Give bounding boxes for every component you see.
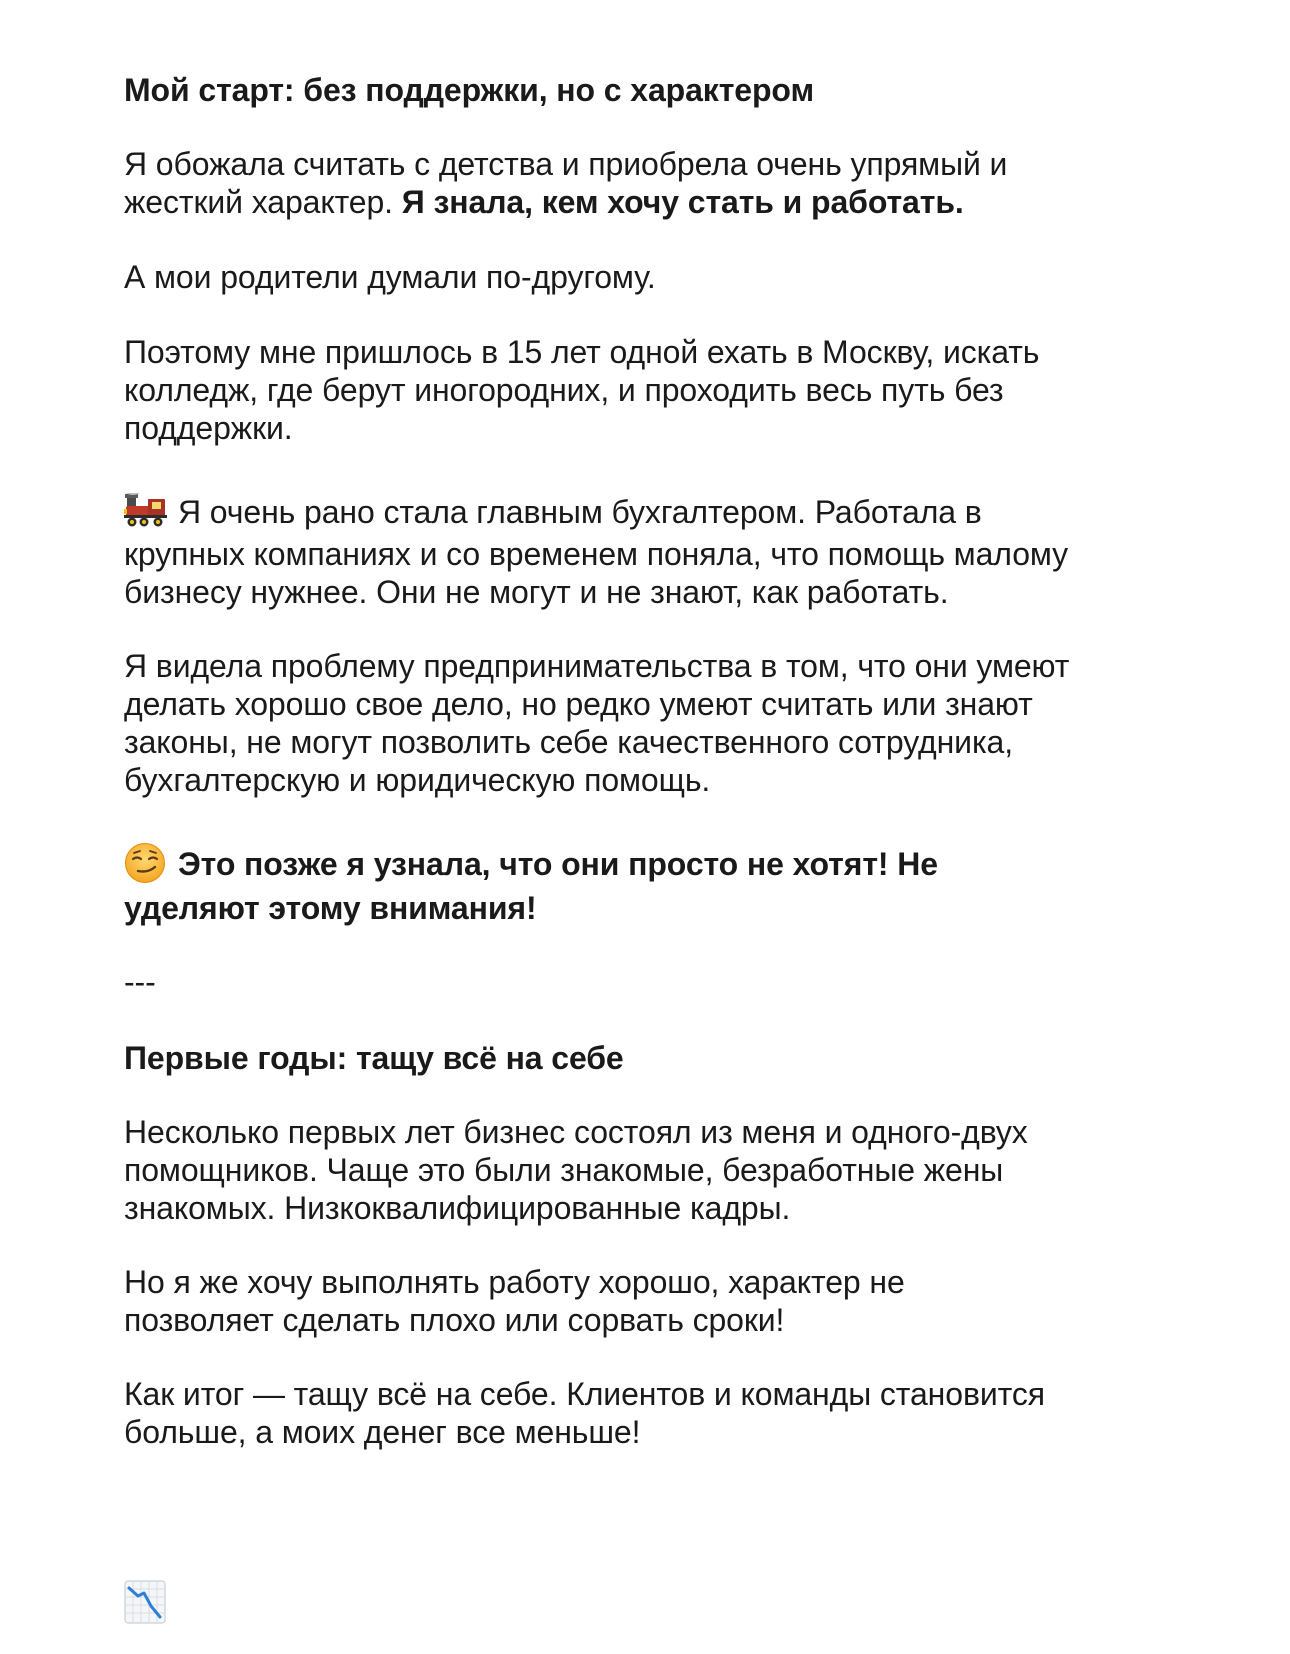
paragraph-line: Как итог — тащу всё на себе. Клиентов и команды становится — [124, 1376, 1045, 1412]
section-heading-start: Мой старт: без поддержки, но с характером — [124, 72, 815, 108]
paragraph-line — [124, 492, 982, 532]
chart-decreasing-icon — [124, 1580, 166, 1624]
paragraph-line: помощников. Чаще это были знакомые, безработные жены — [124, 1152, 1004, 1188]
paragraph-line: колледж, где берут иногородних, и проходить весь путь без — [124, 372, 1004, 408]
paragraph-line: знакомых. Низкоквалифицированные кадры. — [124, 1190, 791, 1226]
paragraph-line: Но я же хочу выполнять работу хорошо, характер не — [124, 1264, 905, 1300]
paragraph-line: поддержки. — [124, 410, 293, 446]
paragraph-line: Я обожала считать с детства и приобрела очень упрямый и — [124, 146, 1008, 182]
paragraph-line: бизнесу нужнее. Они не могут и не знают, как работать. — [124, 574, 949, 610]
paragraph-line: делать хорошо свое дело, но редко умеют считать или знают — [124, 686, 1033, 722]
paragraph-line: больше, а моих денег все меньше! — [124, 1414, 641, 1450]
emphasis-line: уделяют этому внимания! — [124, 890, 537, 926]
paragraph-line: А мои родители думали по-другому. — [124, 259, 656, 295]
paragraph-text: жесткий характер. — [124, 184, 402, 220]
paragraph-line: бухгалтерскую и юридическую помощь. — [124, 762, 711, 798]
emphasis-text: Я знала, кем хочу стать и работать. — [401, 184, 964, 220]
steam-locomotive-icon — [124, 493, 168, 527]
smirking-face-icon — [124, 842, 166, 884]
paragraph-line: крупных компаниях и со временем поняла, что помощь малому — [124, 536, 1069, 572]
paragraph-line: Поэтому мне пришлось в 15 лет одной ехать в Москву, искать — [124, 334, 1040, 370]
paragraph-line: позволяет сделать плохо или сорвать сроки! — [124, 1302, 785, 1338]
emphasis-text: Это позже я узнала, что они просто не хотят! Не — [178, 846, 938, 882]
emphasis-line — [124, 842, 938, 884]
paragraph-line — [124, 182, 964, 222]
section-divider: --- — [124, 964, 156, 1000]
section-heading-first-years: Первые годы: тащу всё на себе — [124, 1040, 624, 1076]
paragraph-line: законы, не могут позволить себе качественного сотрудника, — [124, 724, 1014, 760]
paragraph-line: Я видела проблему предпринимательства в том, что они умеют — [124, 648, 1070, 684]
paragraph-line: Несколько первых лет бизнес состоял из меня и одного-двух — [124, 1114, 1028, 1150]
paragraph-text: Я очень рано стала главным бухгалтером. Работала в — [178, 494, 982, 530]
